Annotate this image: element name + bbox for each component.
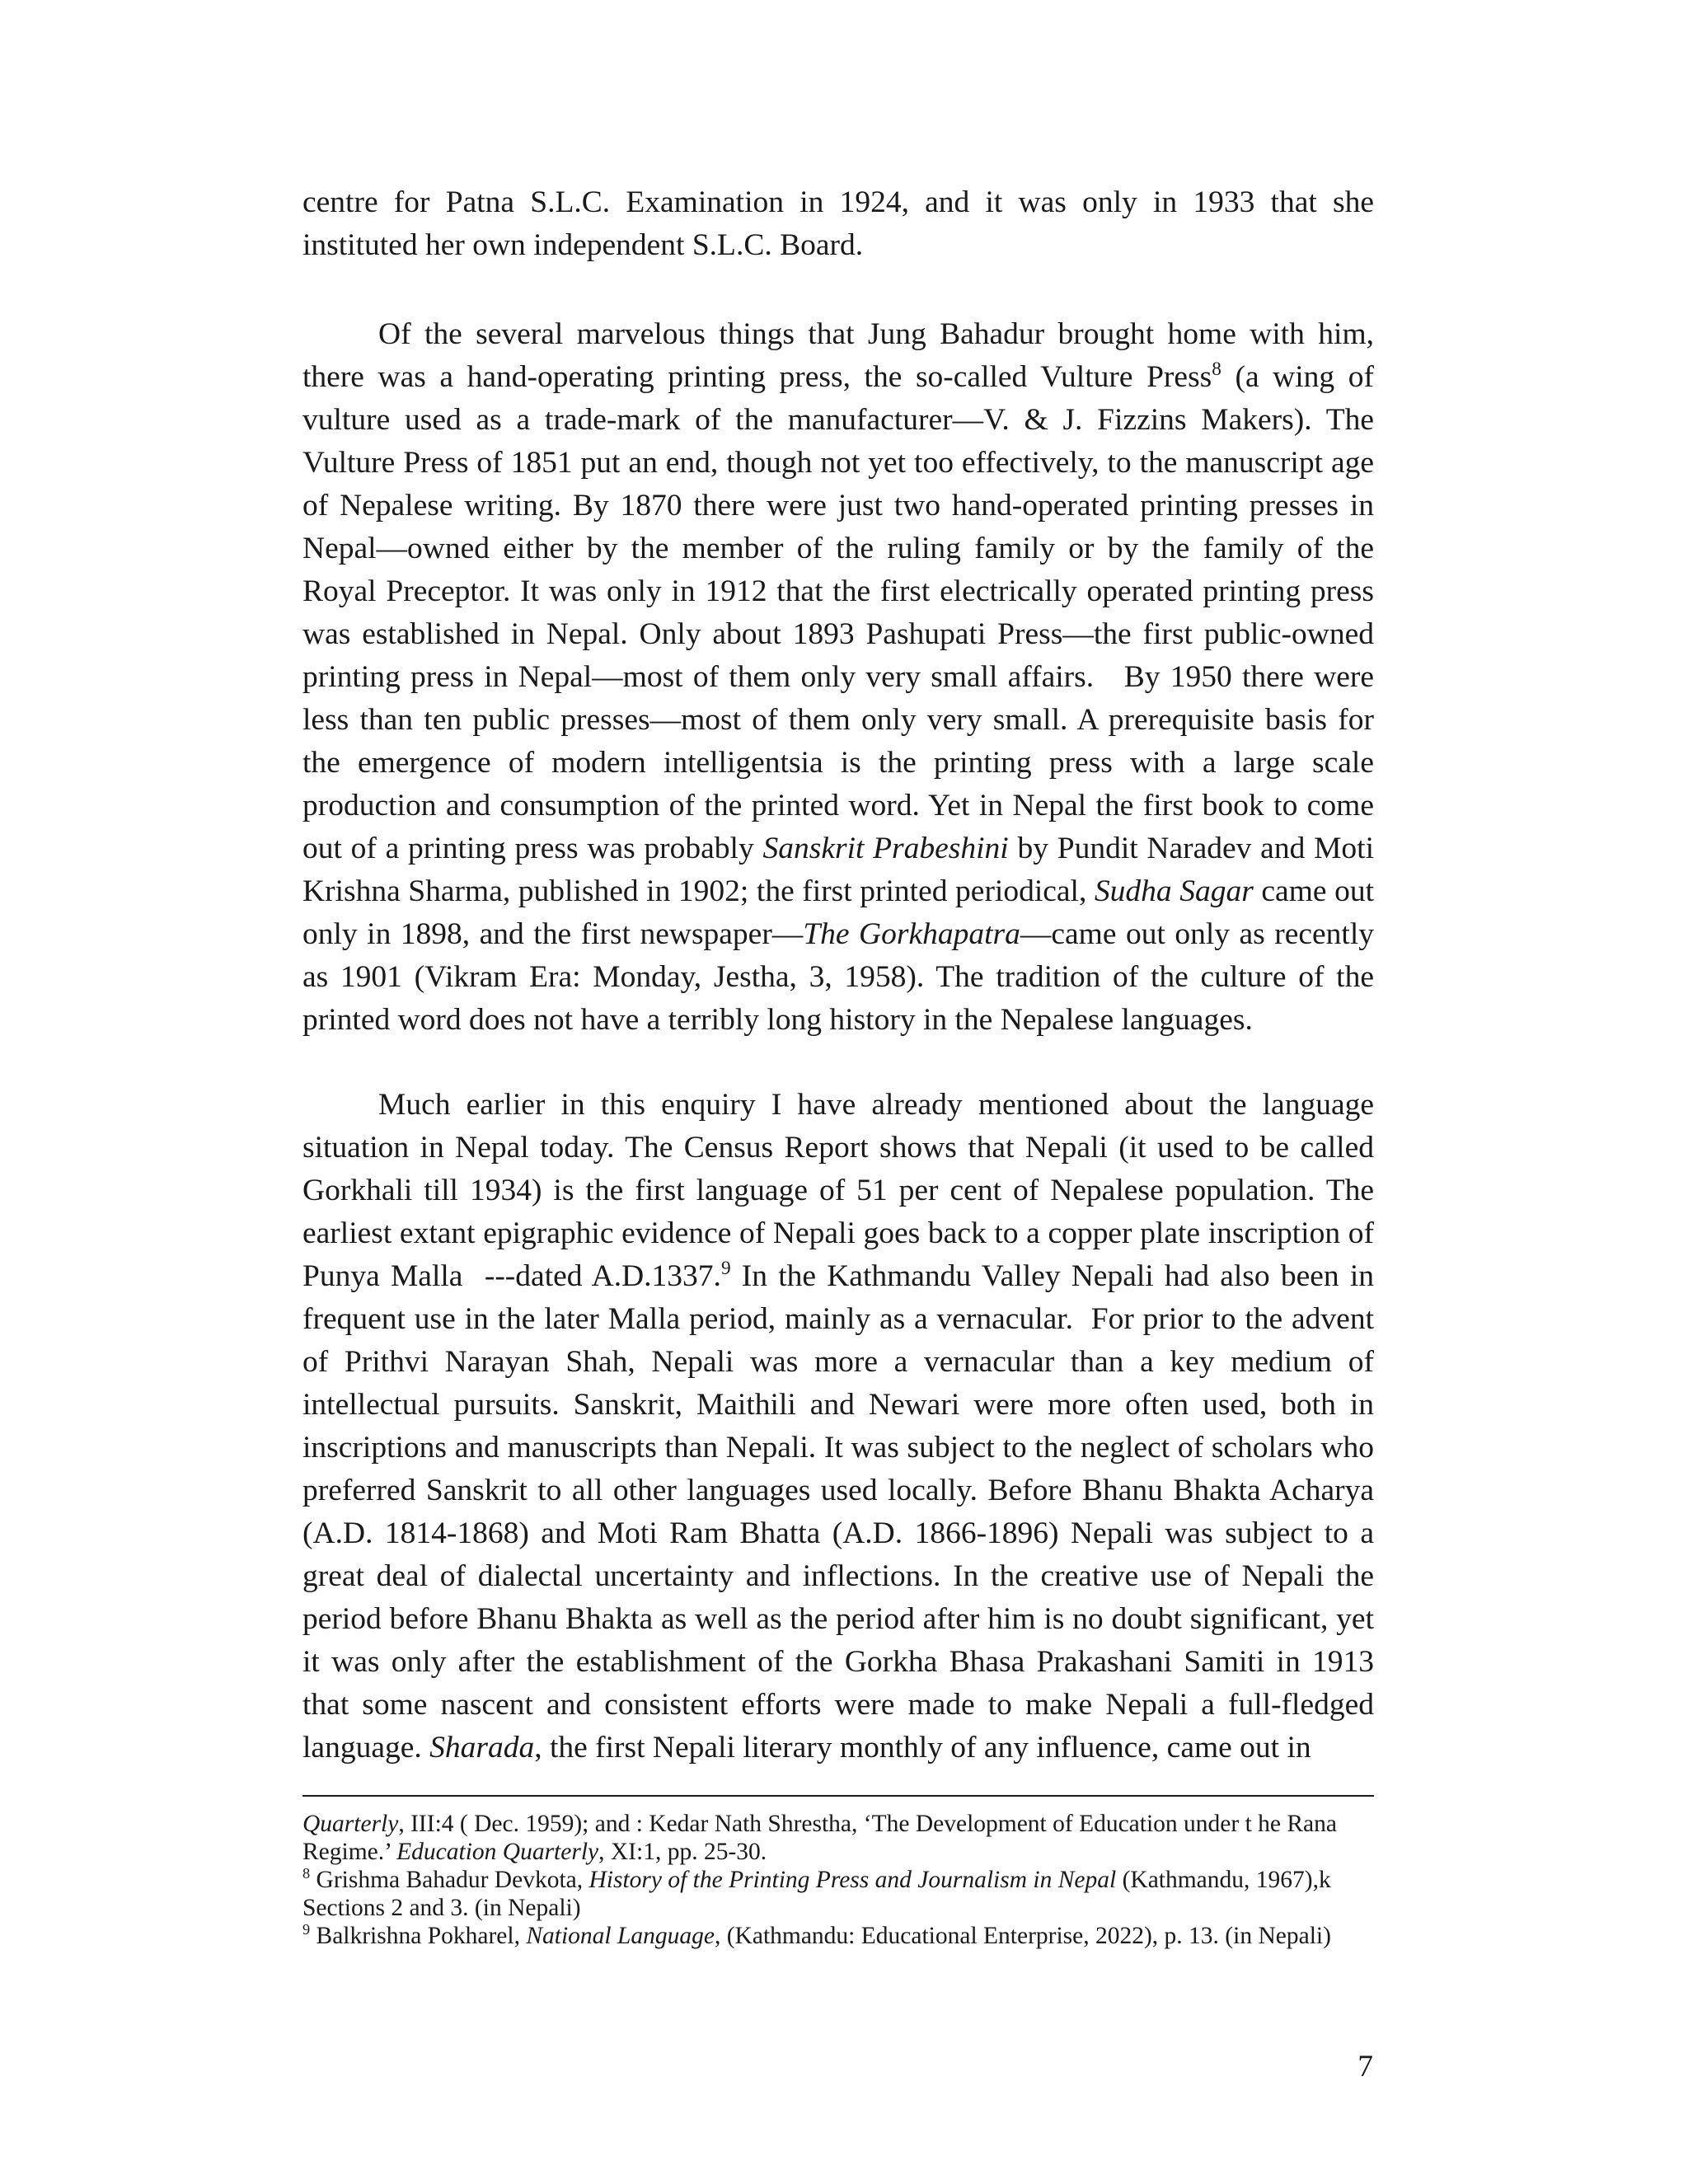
newspaper-title-gorkhapatra: The Gorkhapatra — [803, 917, 1020, 951]
footnote-cont-italic-2: Education Quarterly — [396, 1839, 599, 1865]
footnote-8-title: History of the Printing Press and Journalism in Nepal — [588, 1867, 1117, 1893]
footnote-cont-text-b: , XI:1, pp. 25-30. — [598, 1839, 767, 1865]
footnote-9-mark: 9 — [302, 1921, 311, 1938]
paragraph-3 — [302, 1084, 1374, 1769]
paragraph-3-text-c: , the first Nepali literary monthly of any influence, came out in — [534, 1731, 1311, 1765]
paragraph-2-text-d: came out only in 1898, and the first newspaper— — [302, 874, 1374, 951]
footnote-9-title: National Language — [526, 1923, 715, 1949]
paragraph-2-text-b: (a wing of vulture used as a trade-mark of the manufacturer—V. & J. Fizzins Makers). The Vulture Press of 1851 put an end, though not yet too effectively, to the manuscript age of Nepalese writing. By 1870 there were just two hand-operated printing presses in Nepal—owned either by the member of the ruling family or by the family of the Royal Preceptor. It was only in 1912 that the first electrically operated printing press was established in Nepal. Only about 1893 Pashupati Press—the first public-owned printing press in Nepal—most of them only very small affairs. By 1950 there were less than ten public presses—most of them only very small. A prerequisite basis for the emergence of modern intelligentsia is the printing press with a large scale production and consumption of the printed word. Yet in Nepal the first book to come out of a printing press was probably — [302, 360, 1374, 865]
footnote-8-text-b: (Kathmandu, 1967),k Sections 2 and 3. (in Nepali) — [302, 1867, 1331, 1921]
footnote-8-text-a: Grishma Bahadur Devkota, — [310, 1867, 589, 1893]
footnote-9-text-a: Balkrishna Pokharel, — [310, 1923, 527, 1949]
footnotes — [302, 1810, 1374, 1950]
paragraph-3-text-b: In the Kathmandu Valley Nepali had also been in frequent use in the later Malla period, mainly as a vernacular. For prior to the advent of Prithvi Narayan Shah, Nepali was more a vernacular than a key medium of intellectual pursuits. Sanskrit, Maithili and Newari were more often used, both in inscriptions and manuscripts than Nepali. It was subject to the neglect of scholars who preferred Sanskrit to all other languages used locally. Before Bhanu Bhakta Acharya (A.D. 1814-1868) and Moti Ram Bhatta (A.D. 1866-1896) Nepali was subject to a great deal of dialectal uncertainty and inflections. In the creative use of Nepali the period before Bhanu Bhakta as well as the period after him is no doubt significant, yet it was only after the establishment of the Gorkha Bhasa Prakashani Samiti in 1913 that some nascent and consistent efforts were made to make Nepali a full-fledged language. — [302, 1259, 1374, 1765]
footnote-9 — [302, 1922, 1374, 1950]
book-title-sanskrit-prabeshini: Sanskrit Prabeshini — [762, 832, 1009, 865]
monthly-title-sharada: Sharada — [429, 1731, 535, 1765]
paragraph-3-text-a: Much earlier in this enquiry I have already mentioned about the language situation in Nepal today. The Census Report shows that Nepali (it used to be called Gorkhali till 1934) is the first language of 51 per cent of Nepalese population. The earliest extant epigraphic evidence of Nepali goes back to a copper plate inscription of Punya Malla ---dated A.D.1337. — [302, 1088, 1374, 1293]
footnote-8 — [302, 1866, 1374, 1922]
paragraph-2-text-c: by Pundit Naradev and Moti Krishna Sharma, published in 1902; the first printed periodical, — [302, 832, 1374, 908]
footnote-9-text-b: , (Kathmandu: Educational Enterprise, 2022), p. 13. (in Nepali) — [714, 1923, 1331, 1949]
periodical-title-sudha-sagar: Sudha Sagar — [1094, 874, 1254, 908]
paragraph-1-text: centre for Patna S.L.C. Examination in 1924, and it was only in 1933 that she instituted her own independent S.L.C. Board. — [302, 185, 1374, 262]
footnote-ref-8[interactable]: 8 — [1212, 359, 1221, 381]
footnote-continuation — [302, 1810, 1374, 1866]
footnote-cont-italic-1: Quarterly — [302, 1811, 399, 1837]
paragraph-1 — [302, 181, 1374, 267]
paragraph-2 — [302, 313, 1374, 1042]
paragraph-2-text-e: —came out only as recently as 1901 (Vikram Era: Monday, Jestha, 3, 1958). The tradition of the culture of the printed word does not have a terribly long history in the Nepalese languages. — [302, 917, 1375, 1037]
paragraph-2-text-a: Of the several marvelous things that Jung Bahadur brought home with him, there was a hand-operating printing press, the so-called Vulture Press — [302, 317, 1374, 394]
footnote-separator — [302, 1795, 1374, 1797]
page-number: 7 — [1357, 2050, 1373, 2083]
footnote-8-mark: 8 — [302, 1865, 311, 1882]
footnote-ref-9[interactable]: 9 — [720, 1258, 731, 1280]
footnote-cont-text-a: , III:4 ( Dec. 1959); and : Kedar Nath Shrestha, ‘The Development of Education under t he Rana Regime.’ — [302, 1811, 1337, 1865]
